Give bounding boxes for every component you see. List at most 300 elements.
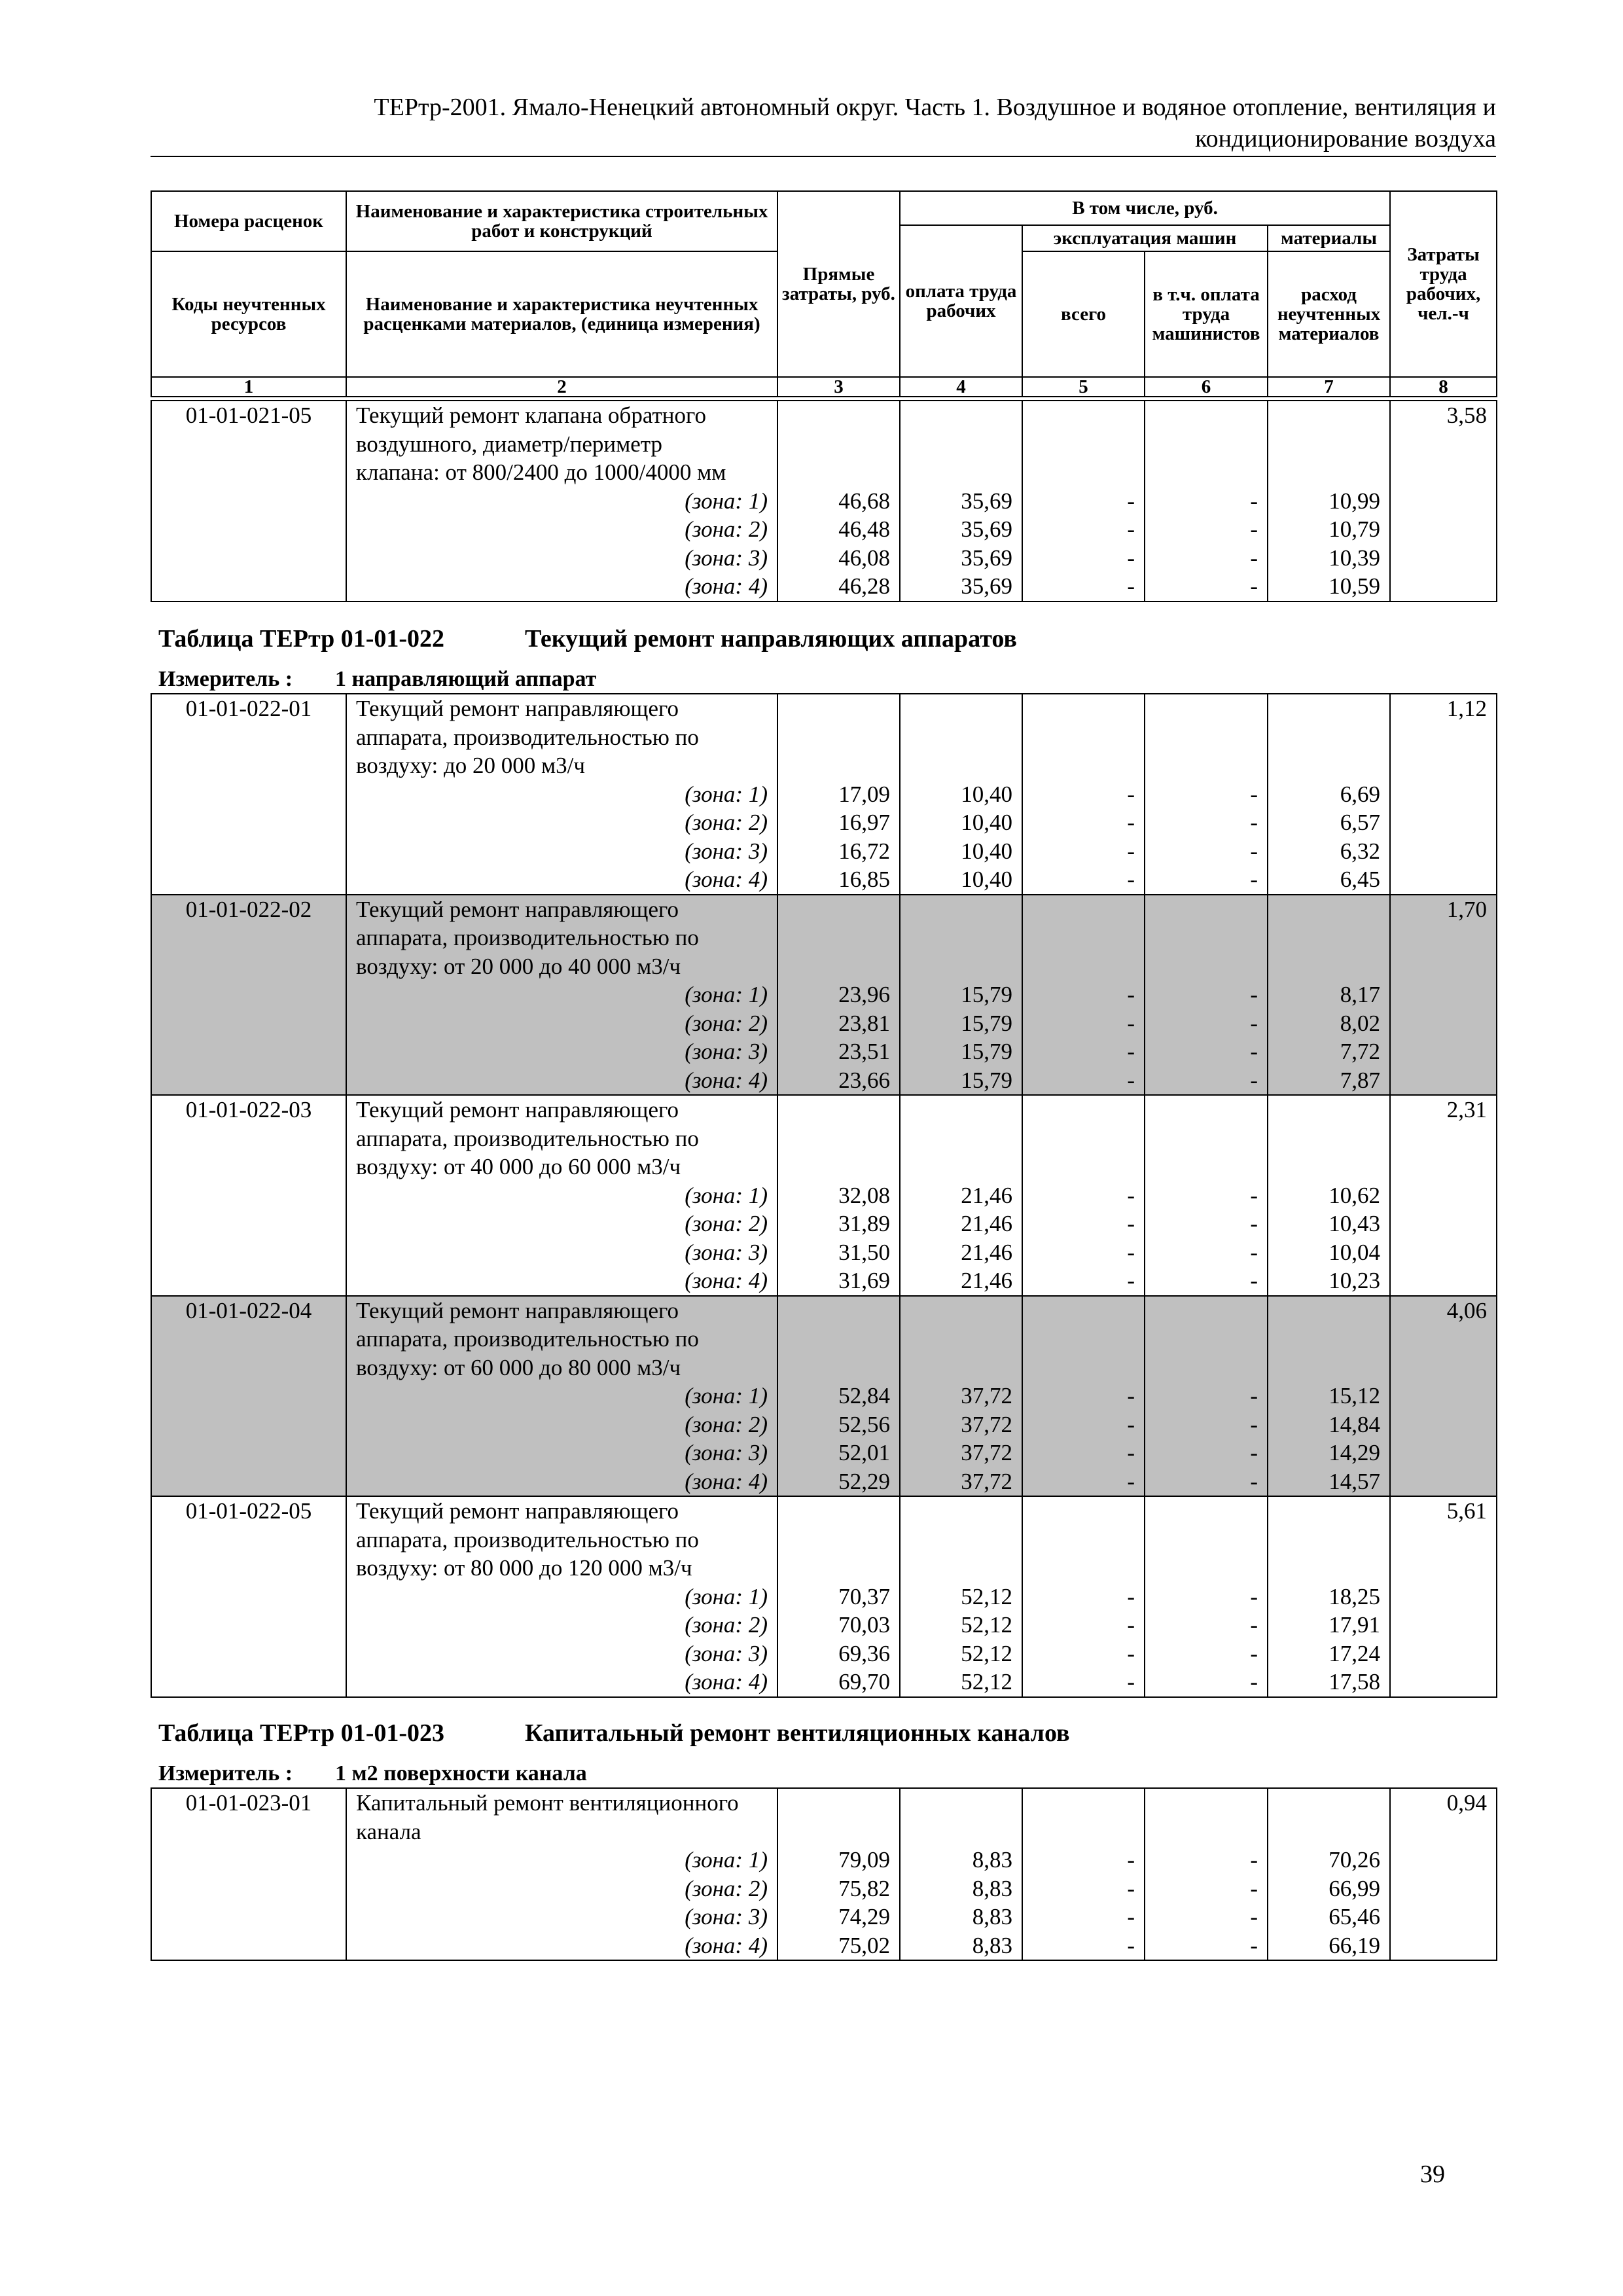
labor-pay-value: 15,79: [961, 1067, 1012, 1093]
zone-label: (зона: 4): [685, 1067, 768, 1093]
materials-cost: [1268, 1496, 1390, 1697]
dash-value: -: [1127, 545, 1135, 571]
direct-cost-value: 23,81: [838, 1010, 890, 1036]
spacer: [1032, 895, 1135, 924]
col-number: 8: [1390, 377, 1497, 397]
labor-hours: [1390, 401, 1497, 601]
dash-value: -: [1127, 1211, 1135, 1236]
spacer: [1032, 401, 1135, 430]
spacer: [910, 1818, 1012, 1846]
hdr-direct-cost: Прямые затраты, руб.: [777, 191, 900, 377]
direct-cost-value: 16,97: [838, 810, 890, 835]
dash-value: -: [1250, 1067, 1258, 1093]
col-number: 4: [900, 377, 1022, 397]
labor-pay-value: 52,12: [961, 1612, 1012, 1638]
materials-cost-value: 7,72: [1340, 1039, 1380, 1064]
rates-table-022: [151, 693, 1497, 1698]
spacer: [1032, 1354, 1135, 1382]
materials-cost-value: 65,46: [1329, 1904, 1380, 1929]
spacer: [787, 751, 890, 780]
spacer: [910, 1554, 1012, 1583]
rates-table-021: [151, 400, 1497, 602]
description-line: воздуху: до 20 000 м3/ч: [356, 753, 585, 778]
spacer: [787, 430, 890, 459]
materials-cost-value: 14,84: [1329, 1411, 1380, 1437]
dash-value: -: [1250, 1468, 1258, 1494]
dash-value: -: [1127, 810, 1135, 835]
meter-label: Измеритель :: [158, 1761, 293, 1785]
hdr-machines: эксплуатация машин: [1022, 225, 1268, 251]
direct-cost-value: 16,72: [838, 838, 890, 864]
dash-value: -: [1250, 1383, 1258, 1408]
meter-line-023: [158, 1761, 587, 1787]
spacer: [787, 1497, 890, 1526]
spacer: [787, 1124, 890, 1153]
materials-cost: [1268, 1296, 1390, 1497]
running-header: [151, 92, 1496, 154]
description-line: Текущий ремонт направляющего: [356, 896, 679, 922]
materials-cost-value: 10,79: [1329, 516, 1380, 542]
header-rule: [151, 156, 1496, 157]
hdr-incl-pay: в т.ч. оплата труда машинистов: [1145, 251, 1268, 377]
direct-cost-value: 52,29: [838, 1468, 890, 1494]
rate-code: 01-01-022-02: [151, 895, 346, 1096]
spacer: [1032, 694, 1135, 723]
direct-cost-value: 52,01: [838, 1440, 890, 1465]
zone-label: (зона: 2): [685, 1010, 768, 1036]
direct-cost-value: 23,96: [838, 982, 890, 1007]
dash-value: -: [1127, 1583, 1135, 1609]
spacer: [1154, 952, 1258, 981]
spacer: [910, 1354, 1012, 1382]
rate-code: 01-01-022-01: [151, 694, 346, 895]
dash-value: -: [1250, 516, 1258, 542]
spacer: [787, 895, 890, 924]
hdr-codes-top: Номера расценок: [151, 191, 346, 251]
spacer: [910, 1325, 1012, 1354]
spacer: [1154, 895, 1258, 924]
direct-cost-value: 32,08: [838, 1182, 890, 1208]
zone-label: (зона: 2): [685, 1612, 768, 1638]
zone-label: (зона: 3): [685, 1440, 768, 1465]
hdr-total: всего: [1022, 251, 1145, 377]
spacer: [1277, 1297, 1380, 1325]
spacer: [1277, 952, 1380, 981]
description-line: воздуху: от 40 000 до 60 000 м3/ч: [356, 1154, 681, 1179]
direct-cost-value: 74,29: [838, 1904, 890, 1929]
spacer: [910, 1153, 1012, 1181]
dash-value: -: [1250, 1669, 1258, 1695]
dash-value: -: [1250, 1904, 1258, 1929]
materials-cost-value: 6,69: [1340, 781, 1380, 807]
rate-code: 01-01-023-01: [151, 1788, 346, 1960]
rate-code: 01-01-021-05: [151, 401, 346, 601]
spacer: [1032, 1818, 1135, 1846]
materials-cost-value: 6,45: [1340, 867, 1380, 892]
spacer: [787, 952, 890, 981]
labor-hours-value: 1,70: [1446, 896, 1487, 922]
spacer: [910, 723, 1012, 752]
dash-value: -: [1250, 1010, 1258, 1036]
zone-label: (зона: 4): [685, 1468, 768, 1494]
spacer: [787, 1297, 890, 1325]
description-line: аппарата, производительностью по: [356, 1326, 699, 1352]
spacer: [1032, 1096, 1135, 1124]
description-line: Капитальный ремонт вентиляционного: [356, 1790, 739, 1816]
hdr-name-bottom: Наименование и характеристика неучтенных расценками материалов, (единица измерения): [346, 251, 777, 377]
zone-label: (зона: 2): [685, 1411, 768, 1437]
rate-row: [151, 1788, 1497, 1960]
spacer: [910, 1124, 1012, 1153]
dash-value: -: [1250, 1440, 1258, 1465]
rate-code: 01-01-022-03: [151, 1095, 346, 1296]
table-title: Таблица ТЕРтр 01-01-022: [158, 625, 445, 653]
rate-description: [346, 401, 777, 601]
labor-hours: [1390, 895, 1497, 1096]
hdr-pay: оплата труда рабочих: [900, 225, 1022, 377]
spacer: [1277, 1325, 1380, 1354]
dash-value: -: [1127, 1875, 1135, 1901]
dash-value: -: [1127, 1468, 1135, 1494]
dash-value: -: [1250, 867, 1258, 892]
labor-hours: [1390, 1496, 1497, 1697]
zone-label: (зона: 4): [685, 573, 768, 599]
direct-cost-value: 70,03: [838, 1612, 890, 1638]
zone-label: (зона: 3): [685, 545, 768, 571]
zone-label: (зона: 3): [685, 1640, 768, 1666]
labor-pay: [900, 1496, 1022, 1697]
labor-pay-value: 8,83: [972, 1932, 1012, 1958]
dash-value: -: [1127, 1039, 1135, 1064]
spacer: [1154, 924, 1258, 952]
description-line: клапана: от 800/2400 до 1000/4000 мм: [356, 459, 726, 485]
labor-pay-value: 35,69: [961, 545, 1012, 571]
dash-value: -: [1250, 1039, 1258, 1064]
dash-value: -: [1250, 1612, 1258, 1638]
labor-pay-value: 35,69: [961, 573, 1012, 599]
dash-value: -: [1250, 1847, 1258, 1873]
spacer: [787, 723, 890, 752]
dash-value: -: [1250, 781, 1258, 807]
hdr-labor-cost: Затраты труда рабочих, чел.-ч: [1390, 191, 1497, 377]
header-line-1: ТЕРтр-2001. Ямало-Ненецкий автономный округ. Часть 1. Воздушное и водяное отопление, вентиляция и: [374, 94, 1496, 121]
rate-row: [151, 694, 1497, 895]
zone-label: (зона: 3): [685, 1039, 768, 1064]
rate-description: [346, 1496, 777, 1697]
table-caption-023: [158, 1719, 1070, 1748]
spacer: [787, 694, 890, 723]
spacer: [1277, 401, 1380, 430]
zone-label: (зона: 1): [685, 1583, 768, 1609]
col-number: 1: [151, 377, 346, 397]
dash-value: -: [1127, 488, 1135, 514]
description-line: воздуху: от 60 000 до 80 000 м3/ч: [356, 1354, 681, 1380]
rate-row: [151, 1296, 1497, 1497]
zone-label: (зона: 1): [685, 488, 768, 514]
direct-cost: [777, 895, 900, 1096]
spacer: [1032, 924, 1135, 952]
table-title: Таблица ТЕРтр 01-01-023: [158, 1719, 445, 1747]
materials-cost-value: 17,24: [1329, 1640, 1380, 1666]
labor-hours: [1390, 1296, 1497, 1497]
dash-value: -: [1127, 573, 1135, 599]
spacer: [910, 751, 1012, 780]
description-line: Текущий ремонт направляющего: [356, 1097, 679, 1122]
labor-pay-value: 52,12: [961, 1640, 1012, 1666]
dash-value: -: [1250, 982, 1258, 1007]
table-name: Капитальный ремонт вентиляционных каналов: [525, 1719, 1070, 1747]
materials-cost-value: 18,25: [1329, 1583, 1380, 1609]
materials-cost-value: 17,91: [1329, 1612, 1380, 1638]
direct-cost-value: 46,48: [838, 516, 890, 542]
spacer: [1032, 1124, 1135, 1153]
materials-cost: [1268, 895, 1390, 1096]
description-line: Текущий ремонт направляющего: [356, 696, 679, 721]
spacer: [1154, 1526, 1258, 1554]
page-number: 39: [1420, 2161, 1445, 2188]
spacer: [1154, 1354, 1258, 1382]
labor-pay-value: 52,12: [961, 1669, 1012, 1695]
spacer: [1277, 723, 1380, 752]
labor-pay-value: 21,46: [961, 1268, 1012, 1293]
materials-cost-value: 17,58: [1329, 1669, 1380, 1695]
spacer: [787, 1096, 890, 1124]
spacer: [787, 1526, 890, 1554]
dash-value: -: [1127, 1932, 1135, 1958]
description-line: аппарата, производительностью по: [356, 925, 699, 950]
dash-value: -: [1127, 781, 1135, 807]
col-number: 3: [777, 377, 900, 397]
machines-total: [1022, 895, 1145, 1096]
hdr-including: В том числе, руб.: [900, 191, 1390, 225]
labor-pay-value: 8,83: [972, 1904, 1012, 1929]
labor-pay-value: 10,40: [961, 867, 1012, 892]
zone-label: (зона: 2): [685, 1875, 768, 1901]
description-line: воздуху: от 80 000 до 120 000 м3/ч: [356, 1555, 692, 1581]
dash-value: -: [1127, 1440, 1135, 1465]
labor-pay: [900, 1095, 1022, 1296]
dash-value: -: [1250, 838, 1258, 864]
dash-value: -: [1127, 1640, 1135, 1666]
description-line: Текущий ремонт клапана обратного: [356, 403, 706, 428]
column-header-table: [151, 190, 1497, 397]
rate-row: [151, 1496, 1497, 1697]
labor-pay-value: 15,79: [961, 1039, 1012, 1064]
spacer: [910, 924, 1012, 952]
spacer: [1277, 1153, 1380, 1181]
meter-value: 1 м2 поверхности канала: [335, 1761, 587, 1785]
spacer: [1032, 1526, 1135, 1554]
materials-cost: [1268, 401, 1390, 601]
dash-value: -: [1250, 1411, 1258, 1437]
spacer: [787, 1153, 890, 1181]
direct-cost-value: 75,82: [838, 1875, 890, 1901]
spacer: [1154, 1497, 1258, 1526]
labor-pay-value: 8,83: [972, 1875, 1012, 1901]
description-line: Текущий ремонт направляющего: [356, 1297, 679, 1323]
machines-pay: [1145, 1788, 1268, 1960]
materials-cost-value: 70,26: [1329, 1847, 1380, 1873]
rate-description: [346, 1788, 777, 1960]
labor-pay-value: 37,72: [961, 1383, 1012, 1408]
dash-value: -: [1250, 488, 1258, 514]
materials-cost-value: 66,99: [1329, 1875, 1380, 1901]
hdr-consumption: расход неучтенных материалов: [1268, 251, 1390, 377]
spacer: [910, 1526, 1012, 1554]
labor-pay-value: 15,79: [961, 982, 1012, 1007]
spacer: [910, 694, 1012, 723]
zone-label: (зона: 1): [685, 1182, 768, 1208]
spacer: [1154, 1096, 1258, 1124]
dash-value: -: [1127, 1182, 1135, 1208]
machines-pay: [1145, 1496, 1268, 1697]
direct-cost-value: 69,70: [838, 1669, 890, 1695]
labor-pay-value: 10,40: [961, 838, 1012, 864]
labor-hours-value: 1,12: [1446, 696, 1487, 721]
spacer: [787, 401, 890, 430]
direct-cost-value: 52,56: [838, 1411, 890, 1437]
dash-value: -: [1250, 1239, 1258, 1265]
labor-hours-value: 0,94: [1446, 1790, 1487, 1816]
rate-row: [151, 895, 1497, 1096]
description-line: воздуху: от 20 000 до 40 000 м3/ч: [356, 953, 681, 979]
labor-pay-value: 52,12: [961, 1583, 1012, 1609]
spacer: [787, 1789, 890, 1818]
rate-row: [151, 1095, 1497, 1296]
hdr-materials: материалы: [1268, 225, 1390, 251]
zone-label: (зона: 4): [685, 1932, 768, 1958]
labor-pay-value: 35,69: [961, 488, 1012, 514]
dash-value: -: [1250, 1182, 1258, 1208]
rates-table-023: [151, 1787, 1497, 1961]
machines-total: [1022, 694, 1145, 895]
dash-value: -: [1127, 516, 1135, 542]
dash-value: -: [1250, 1211, 1258, 1236]
machines-total: [1022, 1496, 1145, 1697]
direct-cost-value: 46,68: [838, 488, 890, 514]
description-line: воздушного, диаметр/периметр: [356, 431, 663, 457]
machines-total: [1022, 1788, 1145, 1960]
direct-cost-value: 23,51: [838, 1039, 890, 1064]
col-number: 5: [1022, 377, 1145, 397]
spacer: [787, 1325, 890, 1354]
labor-pay: [900, 694, 1022, 895]
direct-cost-value: 31,89: [838, 1211, 890, 1236]
spacer: [910, 952, 1012, 981]
zone-label: (зона: 4): [685, 867, 768, 892]
dash-value: -: [1127, 1669, 1135, 1695]
direct-cost-value: 79,09: [838, 1847, 890, 1873]
rate-description: [346, 1296, 777, 1497]
spacer: [1154, 751, 1258, 780]
dash-value: -: [1127, 1904, 1135, 1929]
spacer: [1032, 430, 1135, 459]
spacer: [1032, 1554, 1135, 1583]
direct-cost: [777, 401, 900, 601]
spacer: [1154, 1554, 1258, 1583]
description-line: аппарата, производительностью по: [356, 1125, 699, 1151]
direct-cost-value: 31,69: [838, 1268, 890, 1293]
spacer: [787, 924, 890, 952]
spacer: [1277, 430, 1380, 459]
zone-label: (зона: 2): [685, 810, 768, 835]
labor-hours: [1390, 1095, 1497, 1296]
spacer: [1154, 723, 1258, 752]
meter-line-022: [158, 666, 596, 692]
dash-value: -: [1127, 867, 1135, 892]
materials-cost-value: 10,59: [1329, 573, 1380, 599]
materials-cost-value: 7,87: [1340, 1067, 1380, 1093]
spacer: [1154, 401, 1258, 430]
spacer: [1277, 458, 1380, 487]
materials-cost: [1268, 1095, 1390, 1296]
spacer: [1032, 1789, 1135, 1818]
spacer: [1154, 1818, 1258, 1846]
spacer: [1277, 895, 1380, 924]
rate-code: 01-01-022-04: [151, 1296, 346, 1497]
labor-pay-value: 35,69: [961, 516, 1012, 542]
spacer: [1277, 694, 1380, 723]
description-line: Текущий ремонт направляющего: [356, 1498, 679, 1524]
labor-hours-value: 2,31: [1446, 1097, 1487, 1122]
labor-pay-value: 37,72: [961, 1440, 1012, 1465]
spacer: [1154, 1153, 1258, 1181]
labor-pay-value: 10,40: [961, 810, 1012, 835]
zone-label: (зона: 1): [685, 781, 768, 807]
rate-description: [346, 1095, 777, 1296]
spacer: [1032, 751, 1135, 780]
materials-cost-value: 66,19: [1329, 1932, 1380, 1958]
materials-cost-value: 10,43: [1329, 1211, 1380, 1236]
spacer: [1032, 952, 1135, 981]
spacer: [1154, 1124, 1258, 1153]
spacer: [910, 401, 1012, 430]
materials-cost-value: 8,17: [1340, 982, 1380, 1007]
machines-pay: [1145, 895, 1268, 1096]
spacer: [1154, 430, 1258, 459]
description-line: канала: [356, 1818, 421, 1844]
direct-cost-value: 46,28: [838, 573, 890, 599]
labor-hours: [1390, 1788, 1497, 1960]
spacer: [787, 1554, 890, 1583]
spacer: [787, 458, 890, 487]
materials-cost-value: 6,32: [1340, 838, 1380, 864]
spacer: [1154, 1297, 1258, 1325]
spacer: [910, 895, 1012, 924]
materials-cost-value: 15,12: [1329, 1383, 1380, 1408]
spacer: [910, 1789, 1012, 1818]
dash-value: -: [1250, 573, 1258, 599]
spacer: [1277, 1354, 1380, 1382]
rate-description: [346, 694, 777, 895]
labor-hours: [1390, 694, 1497, 895]
labor-pay: [900, 1296, 1022, 1497]
spacer: [1277, 1526, 1380, 1554]
dash-value: -: [1127, 1268, 1135, 1293]
labor-pay-value: 37,72: [961, 1468, 1012, 1494]
col-number: 2: [346, 377, 777, 397]
table-caption-022: [158, 624, 1017, 653]
labor-pay-value: 10,40: [961, 781, 1012, 807]
dash-value: -: [1250, 545, 1258, 571]
dash-value: -: [1127, 1411, 1135, 1437]
materials-cost-value: 10,99: [1329, 488, 1380, 514]
spacer: [1154, 458, 1258, 487]
machines-pay: [1145, 1095, 1268, 1296]
spacer: [910, 1497, 1012, 1526]
zone-label: (зона: 1): [685, 1847, 768, 1873]
zone-label: (зона: 2): [685, 1211, 768, 1236]
